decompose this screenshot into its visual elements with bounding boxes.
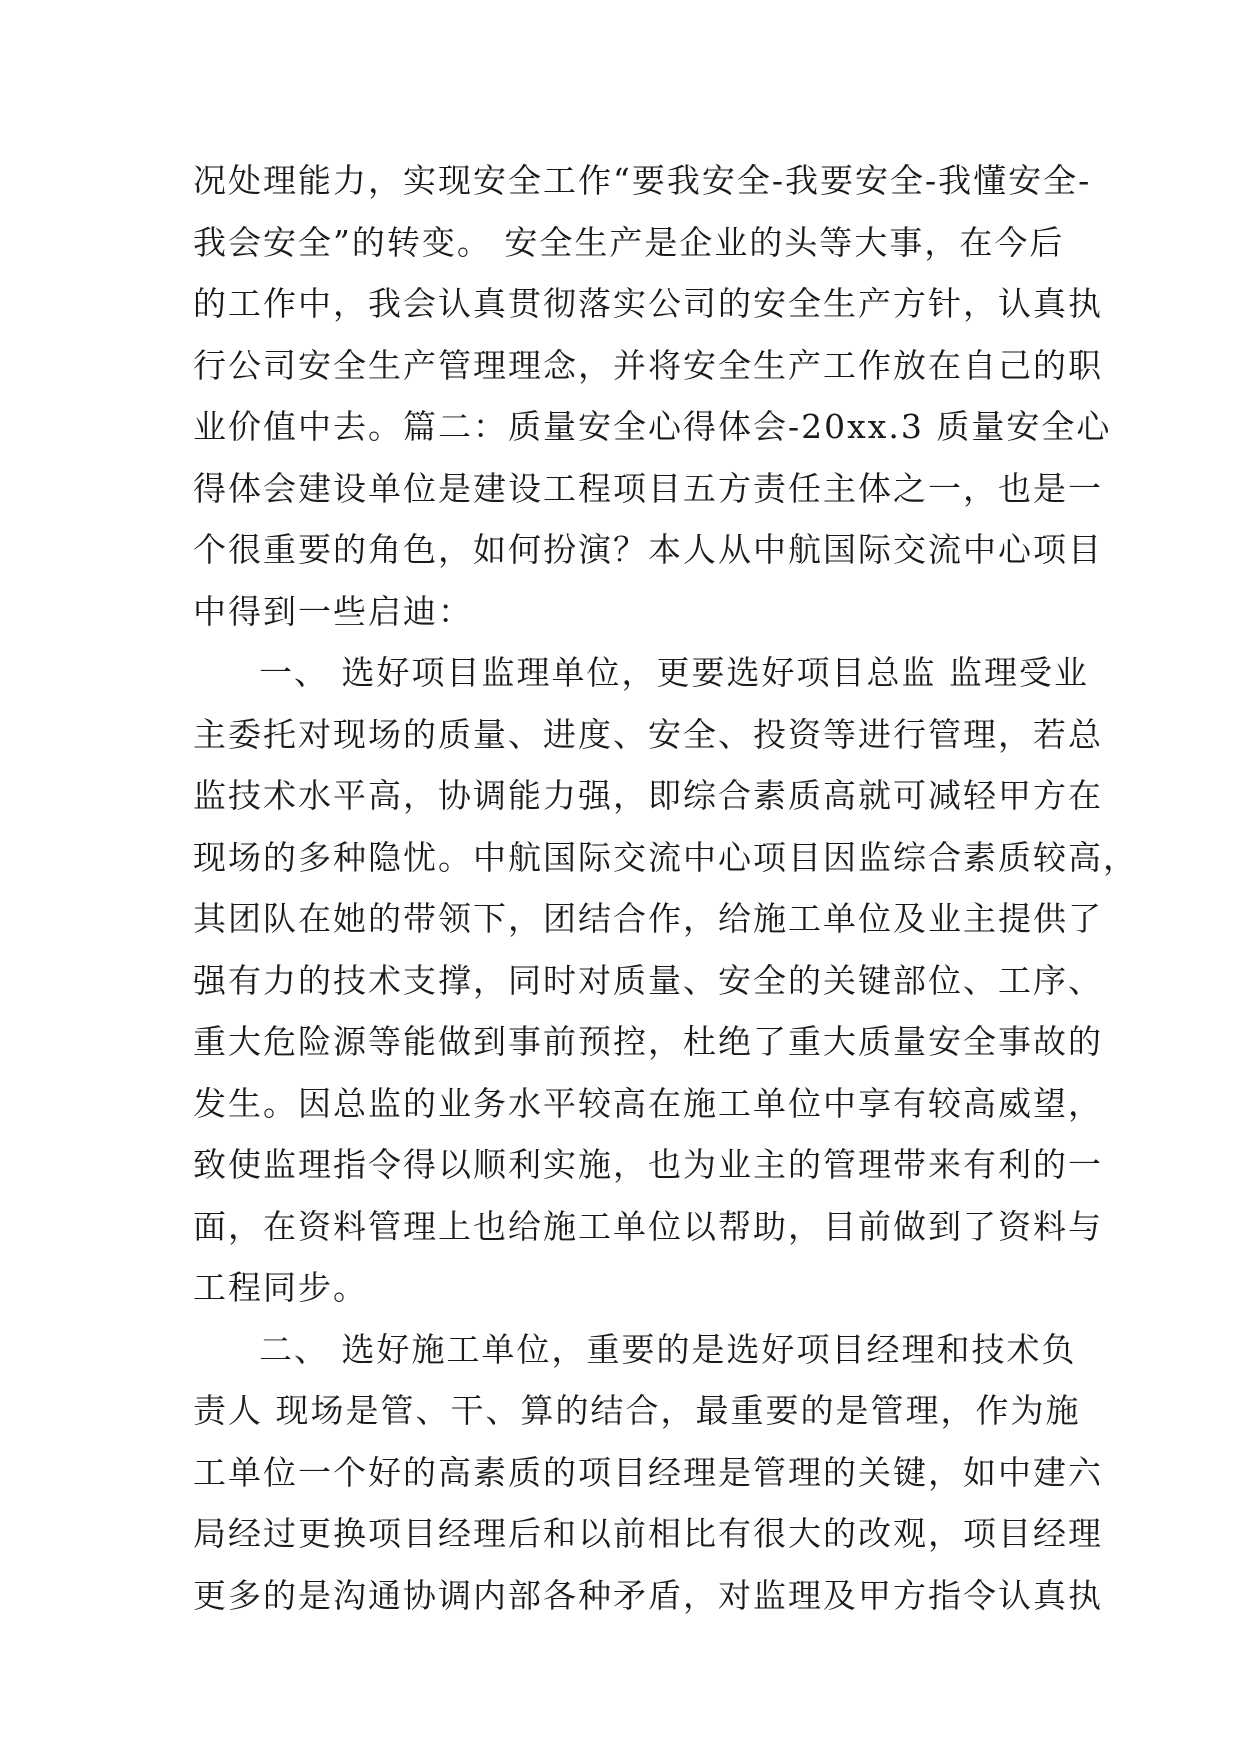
section-heading-line: 二、 选好施工单位，重要的是选好项目经理和技术负 xyxy=(259,1329,1077,1369)
text-line: 工程同步。 xyxy=(193,1268,368,1307)
text-line: 监技术水平高，协调能力强，即综合素质高就可减轻甲方在 xyxy=(193,776,1103,815)
text-line: 的工作中，我会认真贯彻落实公司的安全生产方针，认真执 xyxy=(193,284,1103,323)
text-line: 个很重要的角色，如何扮演？本人从中航国际交流中心项目 xyxy=(193,530,1103,569)
text-line: 致使监理指令得以顺利实施，也为业主的管理带来有利的一 xyxy=(193,1145,1103,1184)
text-line: 强有力的技术支撑，同时对质量、安全的关键部位、工序、 xyxy=(193,960,1103,1000)
text-line: 现场的多种隐忧。中航国际交流中心项目因监综合素质较高， xyxy=(193,837,1138,877)
text-line: 责人 现场是管、干、算的结合，最重要的是管理，作为施 xyxy=(193,1391,1081,1430)
section-heading-line: 一、 选好项目监理单位，更要选好项目总监 监理受业 xyxy=(259,653,1089,692)
text-line: 面，在资料管理上也给施工单位以帮助，目前做到了资料与 xyxy=(193,1206,1103,1246)
text-line: 主委托对现场的质量、进度、安全、投资等进行管理，若总 xyxy=(193,714,1103,754)
text-line: 业价值中去。篇二：质量安全心得体会-20xx.3 质量安全心 xyxy=(193,407,1112,446)
text-line: 得体会建设单位是建设工程项目五方责任主体之一，也是一 xyxy=(193,468,1103,508)
text-line: 我会安全”的转变。 安全生产是企业的头等大事，在今后 xyxy=(193,222,1065,262)
text-line: 中得到一些启迪： xyxy=(193,591,473,631)
text-line: 更多的是沟通协调内部各种矛盾，对监理及甲方指令认真执 xyxy=(193,1575,1103,1615)
text-line: 工单位一个好的高素质的项目经理是管理的关键，如中建六 xyxy=(193,1452,1103,1492)
text-line: 局经过更换项目经理后和以前相比有很大的改观，项目经理 xyxy=(193,1514,1103,1553)
text-line: 发生。因总监的业务水平较高在施工单位中享有较高威望， xyxy=(193,1083,1103,1123)
text-line: 其团队在她的带领下，团结合作，给施工单位及业主提供了 xyxy=(193,899,1103,938)
text-line: 重大危险源等能做到事前预控，杜绝了重大质量安全事故的 xyxy=(193,1022,1103,1061)
text-line: 况处理能力，实现安全工作“要我安全-我要安全-我懂安全- xyxy=(193,161,1092,200)
text-line: 行公司安全生产管理理念，并将安全生产工作放在自己的职 xyxy=(193,345,1103,385)
body-text xyxy=(193,150,1138,1626)
